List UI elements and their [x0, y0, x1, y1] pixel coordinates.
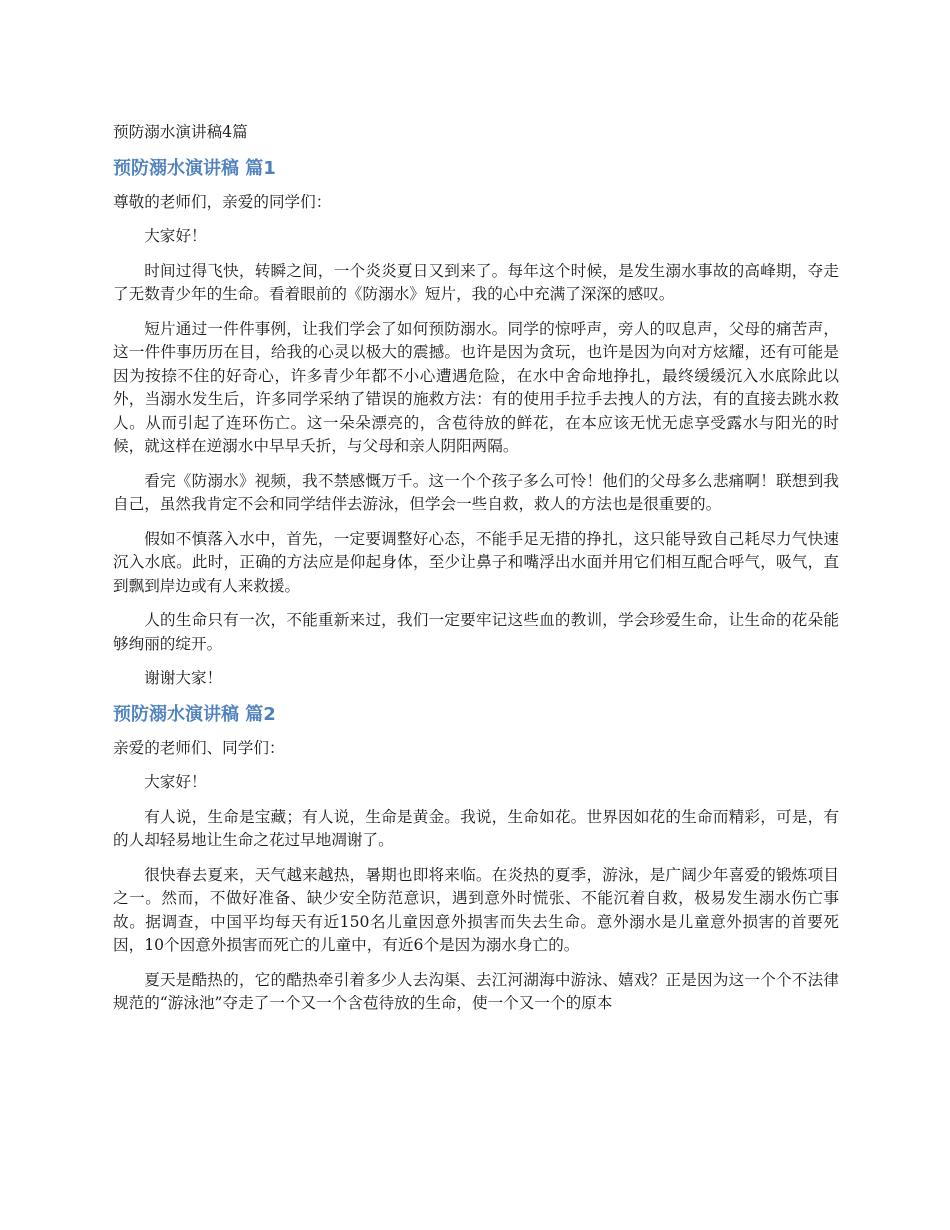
paragraph: 短片通过一件件事例，让我们学会了如何预防溺水。同学的惊呼声，旁人的叹息声，父母的痛苦声，这一件件事历历在目，给我的心灵以极大的震撼。也许是因为贪玩，也许是因为向对方炫耀，还有可能是因为按捺不住的好奇心，许多青少年都不小心遭遇危险，在水中舍命地挣扎，最终缓缓沉入水底除此以外，当溺水发生后，许多同学采纳了错误的施救方法：有的使用手拉手去拽人的方法，有的直接去跳水救人。从而引起了连环伤亡。这一朵朵漂亮的，含苞待放的鲜花，在本应该无忧无虑享受露水与阳光的时候，就这样在逆溺水中早早夭折，与父母和亲人阴阳两隔。: [113, 319, 839, 455]
paragraph: 谢谢大家！: [144, 669, 223, 687]
paragraph: 夏天是酷热的，它的酷热牵引着多少人去沟渠、去江河湖海中游泳、嬉戏？正是因为这一个个不法律规范的“游泳池”夺走了一个又一个含苞待放的生命，使一个又一个的原本: [113, 970, 839, 1012]
paragraph: 假如不慎落入水中，首先，一定要调整好心态，不能手足无措的挣扎，这只能导致自己耗尽力气快速沉入水底。此时，正确的方法应是仰起身体，至少让鼻子和嘴浮出水面并用它们相互配合呼气，吸气，直到飘到岸边或有人来救援。: [113, 529, 839, 595]
section-1-heading: 预防溺水演讲稿 篇1: [113, 157, 276, 179]
section-1-salutation: 尊敬的老师们，亲爱的同学们：: [113, 192, 332, 211]
paragraph: 时间过得飞快，转瞬之间，一个炎炎夏日又到来了。每年这个时候，是发生溺水事故的高峰期，夺走了无数青少年的生命。看着眼前的《防溺水》短片，我的心中充满了深深的感叹。: [113, 261, 839, 303]
paragraph: 人的生命只有一次，不能重新来过，我们一定要牢记这些血的教训，学会珍爱生命，让生命的花朵能够绚丽的绽开。: [113, 611, 839, 653]
paragraph: 看完《防溺水》视频，我不禁感慨万千。这一个个孩子多么可怜！他们的父母多么悲痛啊！联想到我自己，虽然我肯定不会和同学结伴去游泳，但学会一些自救，救人的方法也是很重要的。: [113, 471, 839, 513]
paragraph: 有人说，生命是宝藏；有人说，生命是黄金。我说，生命如花。世界因如花的生命而精彩，可是，有的人却轻易地让生命之花过早地凋谢了。: [113, 807, 839, 849]
paragraph: 大家好！: [144, 227, 207, 245]
section-2-salutation: 亲爱的老师们、同学们：: [113, 738, 285, 757]
section-2-heading: 预防溺水演讲稿 篇2: [113, 703, 276, 725]
section-1: [113, 156, 839, 691]
section-2: [113, 702, 839, 1016]
paragraph: 很快春去夏来，天气越来越热，暑期也即将来临。在炎热的夏季，游泳，是广阔少年喜爱的锻炼项目之一。然而，不做好准备、缺少安全防范意识，遇到意外时慌张、不能沉着自救，极易发生溺水伤亡事故。据调查，中国平均每天有近150名儿童因意外损害而失去生命。意外溺水是儿童意外损害的首要死因，10个因意外损害而死亡的儿童中，有近6个是因为溺水身亡的。: [113, 865, 839, 954]
document-title: 预防溺水演讲稿4篇: [113, 123, 248, 141]
document-page: [113, 121, 839, 1027]
paragraph: 大家好！: [144, 773, 207, 791]
